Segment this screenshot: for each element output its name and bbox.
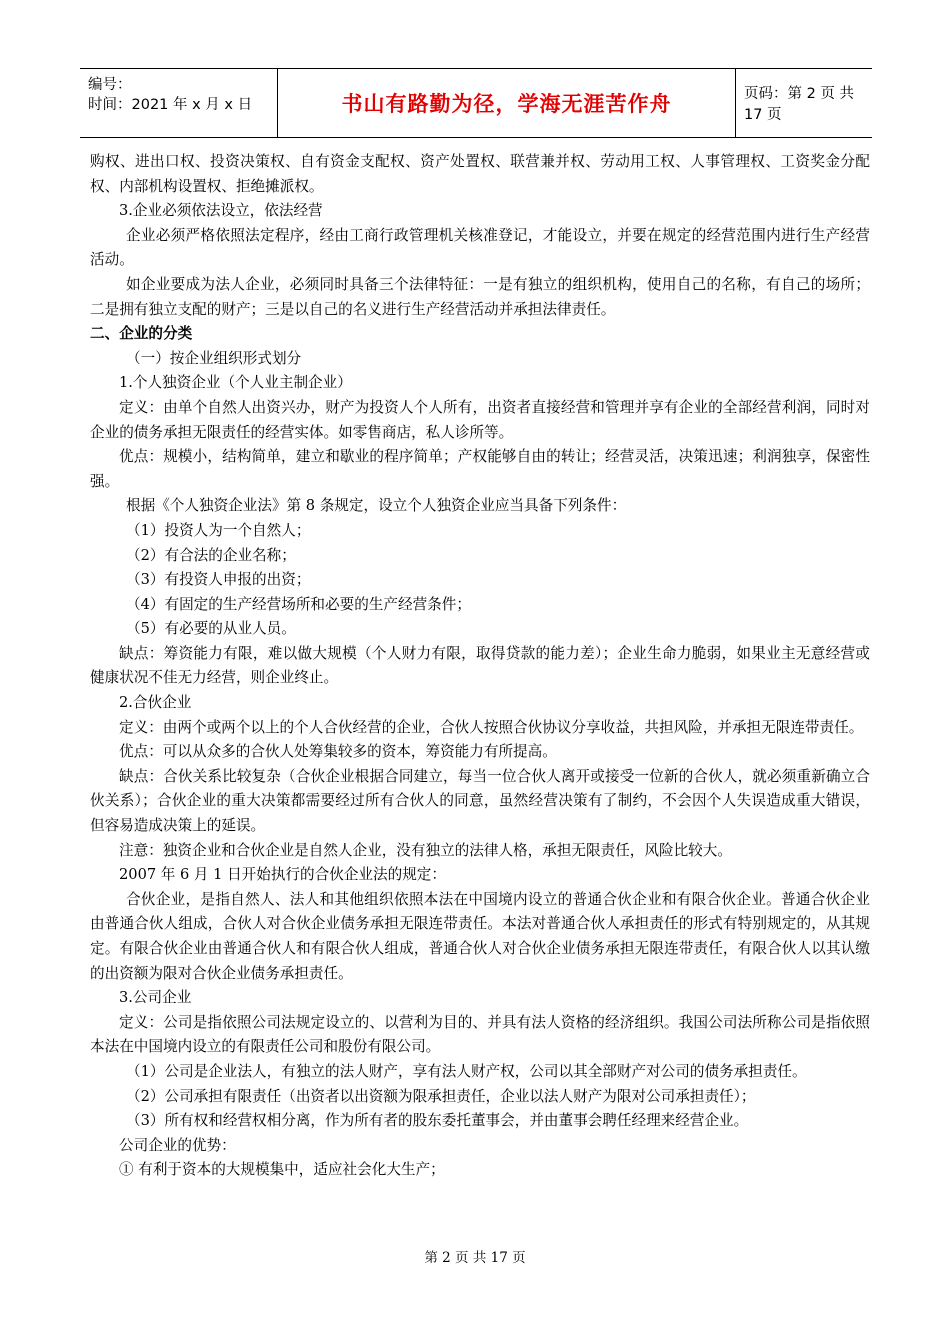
body-paragraph: 如企业要成为法人企业，必须同时具备三个法律特征：一是有独立的组织机构，使用自己的名称，有自己的场所；二是拥有独立支配的财产；三是以自己的名义进行生产经营活动并承担法律责任。 xyxy=(90,275,870,318)
body-paragraph: 优点：可以从众多的合伙人处筹集较多的资本，筹资能力有所提高。 xyxy=(119,743,557,761)
header-motto: 书山有路勤为径，学海无涯苦作舟 xyxy=(341,92,672,116)
body-paragraph: （一）按企业组织形式划分 xyxy=(126,349,302,367)
header-page-cell xyxy=(736,69,872,137)
footer-page-number: 第 2 页 共 17 页 xyxy=(424,1250,526,1266)
body-paragraph: （4）有固定的生产经营场所和必要的生产经营条件； xyxy=(126,595,471,613)
page-footer xyxy=(0,1246,950,1266)
body-paragraph: 定义：公司是指依照公司法规定设立的、以营利为目的、并具有法人资格的经济组织。我国公司法所称公司是指依照本法在中国境内设立的有限责任公司和股份有限公司。 xyxy=(90,1013,870,1056)
body-paragraph: 缺点：合伙关系比较复杂（合伙企业根据合同建立，每当一位合伙人离开或接受一位新的合伙人，就必须重新确立合伙关系）；合伙企业的重大决策都需要经过所有合伙人的同意，虽然经营决策有了制约，不会因个人失误造成重大错误，但容易造成决策上的延误。 xyxy=(90,767,870,835)
body-paragraph: 1.个人独资企业（个人业主制企业） xyxy=(119,374,352,392)
header-left-cell xyxy=(80,69,278,137)
body-paragraph: 定义：由两个或两个以上的个人合伙经营的企业，合伙人按照合伙协议分享收益，共担风险，并承担无限连带责任。 xyxy=(119,718,864,736)
body-paragraph: ① 有利于资本的大规模集中，适应社会化大生产； xyxy=(119,1161,445,1179)
body-paragraph: 公司企业的优势： xyxy=(119,1136,236,1154)
body-paragraph: （1）公司是企业法人，有独立的法人财产，享有法人财产权，公司以其全部财产对公司的债务承担责任。 xyxy=(126,1062,807,1080)
body-paragraph: 合伙企业，是指自然人、法人和其他组织依照本法在中国境内设立的普通合伙企业和有限合伙企业。普通合伙企业由普通合伙人组成，合伙人对合伙企业债务承担无限连带责任。本法对普通合伙人承担责任的形式有特别规定的，从其规定。有限合伙企业由普通合伙人和有限合伙人组成，普通合伙人对合伙企业债务承担无限连带责任，有限合伙人以其认缴的出资额为限对合伙企业债务承担责任。 xyxy=(90,890,870,982)
section-heading: 二、企业的分类 xyxy=(90,325,193,343)
document-number-label: 编号： xyxy=(88,77,132,93)
body-paragraph: 企业必须严格依照法定程序，经由工商行政管理机关核准登记，才能设立，并要在规定的经营范围内进行生产经营活动。 xyxy=(90,226,870,269)
body-paragraph: 2.合伙企业 xyxy=(119,694,192,712)
body-paragraph: （3）有投资人申报的出资； xyxy=(126,571,311,589)
body-paragraph: 3.企业必须依法设立，依法经营 xyxy=(119,202,323,220)
document-date: 时间：2021 年 x 月 x 日 xyxy=(88,97,253,113)
body-paragraph: 优点：规模小，结构简单，建立和歇业的程序简单；产权能够自由的转让；经营灵活，决策迅速；利润独享，保密性强。 xyxy=(90,448,870,490)
body-paragraph: （2）有合法的企业名称； xyxy=(126,546,296,564)
body-paragraph: 2007 年 6 月 1 日开始执行的合伙企业法的规定： xyxy=(119,866,446,884)
page-header xyxy=(80,68,872,138)
body-paragraph: 注意：独资企业和合伙企业是自然人企业，没有独立的法律人格，承担无限责任，风险比较大。 xyxy=(119,841,732,859)
body-paragraph: 购权、进出口权、投资决策权、自有资金支配权、资产处置权、联营兼并权、劳动用工权、人事管理权、工资奖金分配权、内部机构设置权、拒绝摊派权。 xyxy=(90,153,870,195)
body-paragraph: （2）公司承担有限责任（出资者以出资额为限承担责任，企业以法人财产为限对公司承担责任）； xyxy=(126,1087,756,1105)
body-paragraph: （3）所有权和经营权相分离，作为所有者的股东委托董事会，并由董事会聘任经理来经营企业。 xyxy=(126,1112,749,1130)
body-paragraph: 3.公司企业 xyxy=(119,989,192,1007)
document-body xyxy=(90,150,870,1183)
body-paragraph: （5）有必要的从业人员。 xyxy=(126,620,296,638)
header-motto-cell xyxy=(278,69,736,137)
body-paragraph: 缺点：筹资能力有限，难以做大规模（个人财力有限，取得贷款的能力差）；企业生命力脆弱，如果业主无意经营或健康状况不佳无力经营，则企业终止。 xyxy=(90,644,870,687)
body-paragraph: 根据《个人独资企业法》第 8 条规定，设立个人独资企业应当具备下列条件： xyxy=(126,497,627,515)
header-page-info: 页码：第 2 页 共 17 页 xyxy=(744,86,855,123)
body-paragraph: 定义：由单个自然人出资兴办，财产为投资人个人所有，出资者直接经营和管理并享有企业的全部经营利润，同时对企业的债务承担无限责任的经营实体。如零售商店，私人诊所等。 xyxy=(90,398,870,441)
body-paragraph: （1）投资人为一个自然人； xyxy=(126,521,311,539)
